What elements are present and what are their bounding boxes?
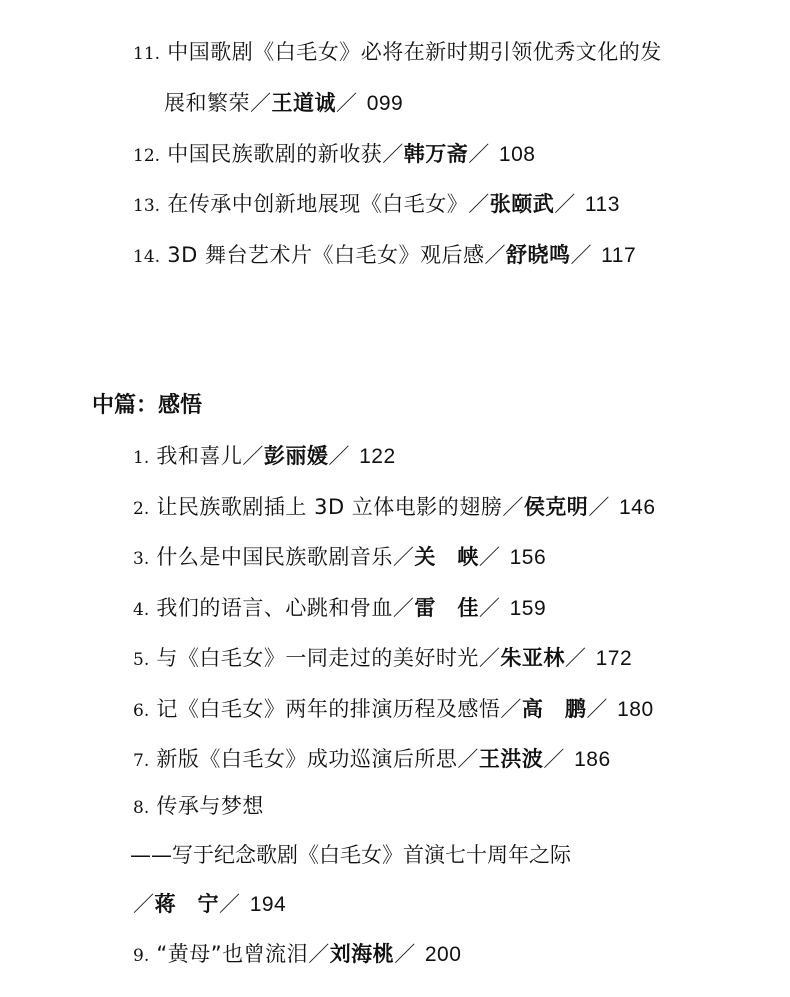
entry-number: 8. bbox=[133, 798, 150, 818]
entry-page: 122 bbox=[359, 445, 396, 468]
entry-title: 与《白毛女》一同走过的美好时光 bbox=[156, 646, 479, 670]
entry-author: 雷 佳 bbox=[414, 596, 479, 620]
separator: ／ bbox=[468, 142, 490, 166]
entry-number: 2. bbox=[133, 499, 150, 519]
separator: ／ bbox=[308, 942, 330, 966]
entry-number: 14. bbox=[133, 247, 161, 267]
entry-title: 新版《白毛女》成功巡演后所思 bbox=[156, 747, 458, 771]
entry-number: 11. bbox=[133, 44, 161, 64]
separator: ／ bbox=[478, 646, 501, 670]
toc-entry-14 bbox=[133, 241, 636, 271]
entry-number: 5. bbox=[133, 650, 150, 670]
separator: ／ bbox=[457, 747, 479, 771]
entry-author: 蒋 宁 bbox=[154, 892, 219, 916]
entry-author: 张颐武 bbox=[489, 192, 555, 216]
separator: ／ bbox=[564, 646, 587, 670]
toc-entry-4 bbox=[133, 594, 546, 624]
entry-page: 146 bbox=[619, 496, 656, 519]
entry-title: 我们的语言、心跳和骨血 bbox=[156, 596, 393, 620]
separator: ／ bbox=[468, 192, 490, 216]
entry-title: 在传承中创新地展现《白毛女》 bbox=[167, 192, 469, 216]
toc-entry-8 bbox=[133, 792, 264, 822]
entry-page: 194 bbox=[249, 893, 287, 916]
toc-entry-3 bbox=[133, 543, 546, 573]
separator: ／ bbox=[586, 697, 608, 721]
entry-author: 高 鹏 bbox=[521, 697, 587, 721]
separator: ／ bbox=[242, 444, 264, 468]
entry-page: 200 bbox=[424, 943, 462, 966]
separator: ／ bbox=[328, 444, 350, 468]
entry-title: 什么是中国民族歌剧音乐 bbox=[156, 545, 393, 569]
separator: ／ bbox=[392, 545, 415, 569]
toc-entry-5 bbox=[133, 644, 632, 674]
entry-author: 舒晓鸣 bbox=[505, 243, 571, 267]
separator: ／ bbox=[392, 596, 415, 620]
entry-page: 186 bbox=[574, 748, 611, 771]
entry-author: 彭丽媛 bbox=[263, 444, 329, 468]
entry-number: 12. bbox=[133, 146, 161, 166]
toc-entry-11-cont bbox=[164, 89, 403, 118]
separator: ／ bbox=[394, 942, 416, 966]
toc-entry-9 bbox=[133, 940, 461, 970]
separator: ／ bbox=[543, 747, 565, 771]
entry-author: 韩万斋 bbox=[403, 142, 469, 166]
separator: ／ bbox=[133, 892, 155, 916]
separator: ／ bbox=[336, 91, 358, 115]
entry-number: 6. bbox=[133, 701, 150, 721]
separator: ／ bbox=[554, 192, 576, 216]
entry-number: 7. bbox=[133, 751, 150, 771]
separator: ／ bbox=[484, 243, 506, 267]
entry-page: 180 bbox=[617, 698, 654, 721]
entry-subtitle: ——写于纪念歌剧《白毛女》首演七十周年之际 bbox=[130, 843, 571, 867]
separator: ／ bbox=[382, 142, 404, 166]
separator: ／ bbox=[502, 495, 524, 519]
separator: ／ bbox=[478, 545, 501, 569]
entry-title: 传承与梦想 bbox=[156, 794, 264, 818]
entry-number: 4. bbox=[133, 600, 150, 620]
entry-title-cont: 展和繁荣 bbox=[164, 91, 250, 115]
entry-page: 117 bbox=[601, 244, 637, 267]
separator: ／ bbox=[570, 243, 592, 267]
entry-title: 中国歌剧《白毛女》必将在新时期引领优秀文化的发 bbox=[167, 40, 662, 64]
entry-page: 159 bbox=[509, 597, 547, 620]
entry-author: 刘海桃 bbox=[329, 942, 395, 966]
entry-number: 13. bbox=[133, 196, 161, 216]
section-heading: 中篇：感悟 bbox=[92, 393, 203, 418]
entry-title: 我和喜儿 bbox=[156, 444, 243, 468]
entry-title: “黄母”也曾流泪 bbox=[156, 942, 309, 966]
separator: ／ bbox=[478, 596, 501, 620]
entry-title: 中国民族歌剧的新收获 bbox=[167, 142, 383, 166]
entry-page: 108 bbox=[498, 143, 536, 166]
separator: ／ bbox=[250, 91, 272, 115]
entry-author: 朱亚林 bbox=[500, 646, 565, 670]
entry-author: 王洪波 bbox=[478, 747, 544, 771]
toc-entry-11 bbox=[133, 38, 662, 68]
entry-page: 099 bbox=[366, 92, 404, 115]
entry-title: 记《白毛女》两年的排演历程及感悟 bbox=[156, 697, 501, 721]
entry-page: 172 bbox=[595, 647, 633, 670]
toc-entry-8-author bbox=[133, 890, 286, 919]
toc-entry-2 bbox=[133, 493, 656, 523]
separator: ／ bbox=[588, 495, 610, 519]
entry-page: 156 bbox=[509, 546, 547, 569]
entry-page: 113 bbox=[584, 193, 620, 216]
toc-entry-6 bbox=[133, 695, 654, 725]
separator: ／ bbox=[500, 697, 522, 721]
entry-title: 让民族歌剧插上 3D 立体电影的翅膀 bbox=[156, 495, 503, 519]
entry-author: 关 峡 bbox=[414, 545, 479, 569]
toc-entry-7 bbox=[133, 745, 611, 775]
toc-entry-13 bbox=[133, 190, 620, 220]
entry-title: 3D 舞台艺术片《白毛女》观后感 bbox=[167, 243, 485, 267]
separator: ／ bbox=[219, 892, 241, 916]
entry-number: 1. bbox=[133, 448, 150, 468]
toc-entry-1 bbox=[133, 442, 396, 472]
entry-author: 侯克明 bbox=[523, 495, 589, 519]
entry-number: 9. bbox=[133, 946, 150, 966]
entry-author: 王道诚 bbox=[271, 91, 336, 115]
entry-number: 3. bbox=[133, 549, 150, 569]
toc-entry-12 bbox=[133, 140, 535, 170]
